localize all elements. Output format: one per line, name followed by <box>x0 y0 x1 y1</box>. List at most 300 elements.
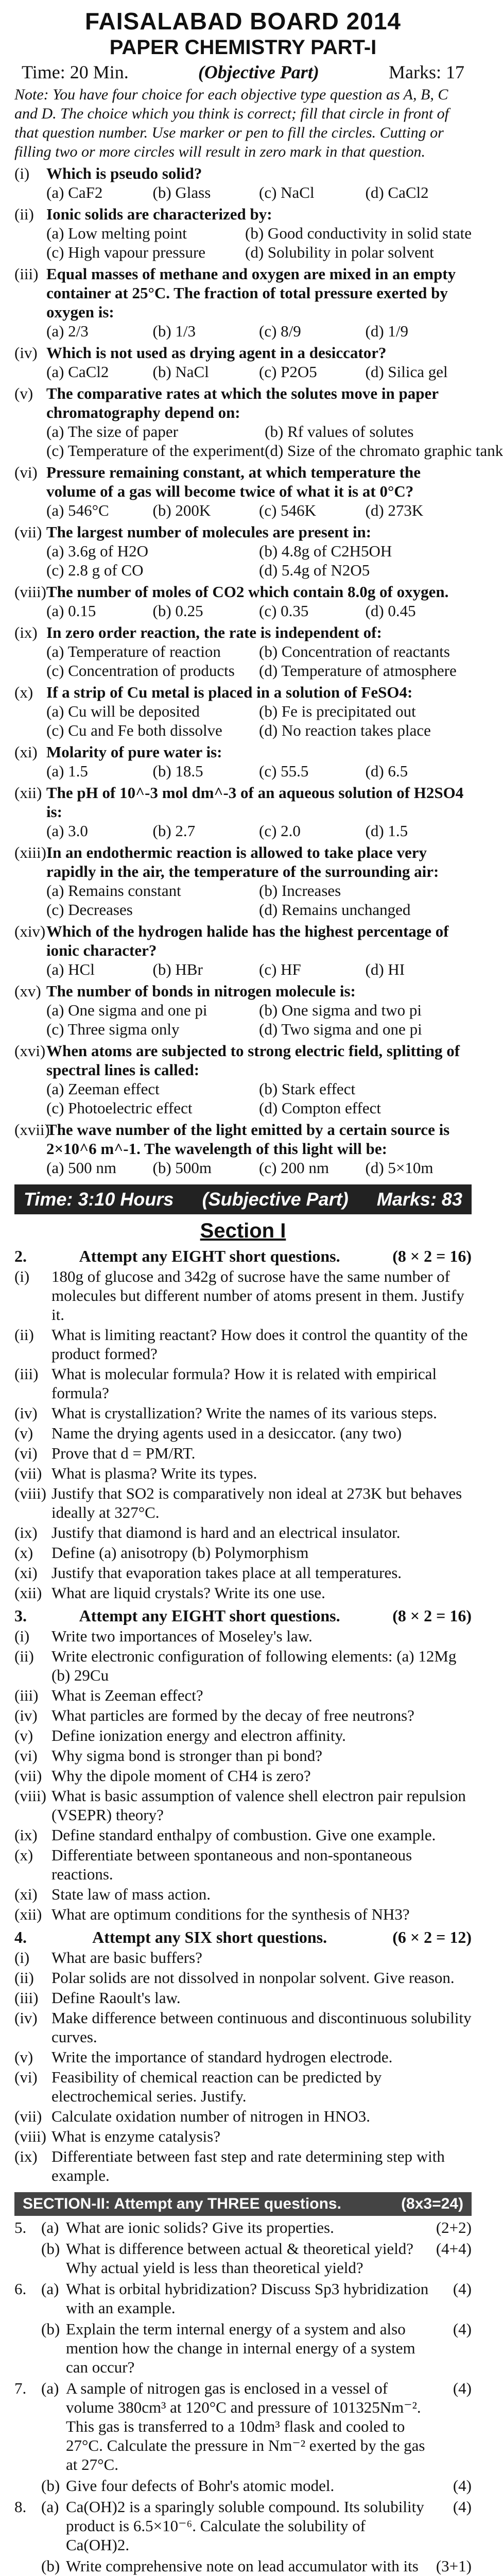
mcq-head <box>14 264 472 321</box>
mcq-option: (c) HF <box>259 960 301 978</box>
mcq-number: (ii) <box>14 205 34 223</box>
mcq-question: In zero order reaction, the rate is independent of: <box>46 623 382 641</box>
short-question <box>14 2047 472 2066</box>
mcq-option: (a) Zeeman effect <box>46 1080 160 1098</box>
mcq-option: (b) 2.7 <box>152 822 196 840</box>
mcq-question: Which is pseudo solid? <box>46 164 202 182</box>
short-question-number: (xii) <box>14 1584 42 1602</box>
short-question <box>14 1523 472 1542</box>
long-question-marks: (4) <box>453 2477 472 2495</box>
short-question-number: (ii) <box>14 1326 34 1344</box>
short-question-number: (vi) <box>14 2068 38 2086</box>
mcq-number: (i) <box>14 164 30 182</box>
mcq-item <box>14 783 472 840</box>
question-instruction: Attempt any EIGHT short questions. <box>79 1247 340 1265</box>
short-question-number: (vii) <box>14 1464 42 1482</box>
mcq-option: (d) 1/9 <box>365 322 409 340</box>
mcq-options <box>14 601 472 620</box>
question-marks: (8 × 2 = 16) <box>392 1606 472 1625</box>
mcq-question: The number of moles of CO2 which contain 8.0g of oxygen. <box>46 583 449 601</box>
short-question-number: (i) <box>14 1948 30 1967</box>
long-question-number <box>14 2476 41 2495</box>
long-question <box>14 2218 472 2237</box>
short-question-text: Define Raoult's law. <box>51 1989 181 2007</box>
mcq-number: (viii) <box>14 583 46 601</box>
short-question <box>14 1364 472 1402</box>
short-question-number: (ii) <box>14 1969 34 1987</box>
short-question-text: Make difference between continuous and discontinuous solubility curves. <box>51 2009 472 2046</box>
short-question <box>14 1968 472 1987</box>
mcq-option: (c) Temperature of the experiment <box>46 442 265 460</box>
short-question-number: (vii) <box>14 1767 42 1785</box>
mcq-item <box>14 843 472 919</box>
mcq-item <box>14 164 472 202</box>
long-question-part: (b) <box>41 2557 60 2575</box>
mcq-option: (d) 1.5 <box>365 822 408 840</box>
short-question-text: Write the importance of standard hydrogen electrode. <box>51 2048 393 2066</box>
short-question-text: Differentiate between fast step and rate determining step with example. <box>51 2147 445 2184</box>
mcq-option: (d) CaCl2 <box>365 183 429 201</box>
short-question <box>14 1423 472 1443</box>
mcq-item <box>14 981 472 1039</box>
short-question-number: (viii) <box>14 1484 46 1502</box>
long-question-marks: (3+1) <box>436 2557 472 2575</box>
mcq-option: (a) CaCl2 <box>46 363 109 381</box>
mcq-item <box>14 582 472 620</box>
short-question-text: State law of mass action. <box>51 1885 211 1903</box>
mcq-head <box>14 205 472 224</box>
short-question <box>14 1746 472 1765</box>
short-question-text: What is molecular formula? How it is related with empirical formula? <box>51 1365 437 1402</box>
long-question-marks: (4) <box>453 2280 472 2298</box>
mcq-question: The comparative rates at which the solutes move in paper chromatography depend on: <box>46 384 439 421</box>
mcq-question: Which is not used as drying agent in a desiccator? <box>46 344 387 362</box>
long-question-text: Write comprehensive note on lead accumulator with its <box>66 2557 419 2575</box>
mcq-options <box>14 1158 472 1177</box>
objective-meta <box>14 61 472 83</box>
long-question-part: (b) <box>41 2240 60 2258</box>
mcq-option: (a) Remains constant <box>46 882 181 900</box>
long-question <box>14 2319 472 2377</box>
long-question-text: Give four defects of Bohr's atomic model. <box>66 2477 335 2495</box>
mcq-option: (b) Good conductivity in solid state <box>245 224 472 242</box>
mcq-number: (xi) <box>14 743 38 761</box>
mcq-options <box>14 541 472 580</box>
short-question-number: (v) <box>14 2048 33 2066</box>
mcq-head <box>14 783 472 821</box>
short-question-text: 180g of glucose and 342g of sucrose have the same number of molecules but different number of atoms present in them. Justify it. <box>51 1267 464 1324</box>
short-question-text: Name the drying agents used in a desiccator. (any two) <box>51 1424 402 1442</box>
mcq-option: (d) 6.5 <box>365 762 408 780</box>
long-question-marks: (4) <box>453 2379 472 2397</box>
short-question-text: Prove that d = PM/RT. <box>51 1444 196 1462</box>
long-question-text: Ca(OH)2 is a sparingly soluble compound. Its solubility product is 6.5×10⁻⁶. Calculate the solubility of Ca(OH)2. <box>66 2498 424 2554</box>
mcq-options <box>14 761 472 781</box>
mcq-option: (a) 2/3 <box>46 322 89 340</box>
instructions-note: Note: You have four choice for each objective type question as A, B, C and D. The choice which you think is correct; fill that circle in front of that question number. Use marker or pen to fill the circles. Cutting or filling two or more circles will result in zero mark in that question. <box>14 86 449 160</box>
long-question <box>14 2556 472 2576</box>
mcq-head <box>14 742 472 761</box>
short-question-number: (vii) <box>14 2107 42 2125</box>
mcq-question: The pH of 10^-3 mol dm^-3 of an aqueous solution of H2SO4 is: <box>46 784 464 821</box>
short-question <box>14 1626 472 1646</box>
subjective-bar <box>14 1184 472 1214</box>
mcq-option: (b) 500m <box>152 1159 212 1177</box>
mcq-option: (c) 0.35 <box>259 602 309 620</box>
subjective-part: (Subjective Part) <box>202 1189 349 1210</box>
mcq-option: (d) Size of the chromato graphic tank <box>265 442 503 460</box>
long-question-part: (a) <box>41 2379 59 2397</box>
long-question <box>14 2497 472 2554</box>
short-question <box>14 1583 472 1602</box>
question-head: 2. <box>14 1247 27 1265</box>
mcq-option: (d) 5.4g of N2O5 <box>259 561 370 579</box>
mcq-option: (b) 1/3 <box>152 322 196 340</box>
short-question <box>14 2067 472 2106</box>
mcq-options <box>14 702 472 740</box>
short-question-number: (viii) <box>14 2127 46 2145</box>
mcq-option: (c) Photoelectric effect <box>46 1099 193 1117</box>
short-question-text: Justify that diamond is hard and an electrical insulator. <box>51 1523 401 1541</box>
short-question-text: What are optimum conditions for the synthesis of NH3? <box>51 1905 410 1923</box>
attempt-heading <box>14 1247 472 1266</box>
mcq-option: (b) 0.25 <box>152 602 203 620</box>
short-question-number: (x) <box>14 1846 33 1864</box>
long-question-text: Explain the term internal energy of a system and also mention how the change in internal energy of a system can occur? <box>66 2320 415 2376</box>
short-question-text: Feasibility of chemical reaction can be predicted by electrochemical series. Justify. <box>51 2068 382 2105</box>
short-question <box>14 1726 472 1745</box>
mcq-item <box>14 343 472 381</box>
mcq-option: (b) Increases <box>259 882 341 900</box>
mcq-option: (b) 200K <box>152 501 211 519</box>
short-question-number: (x) <box>14 1544 33 1562</box>
mcq-option: (d) No reaction takes place <box>259 721 431 739</box>
long-question-marks: (4) <box>453 2498 472 2516</box>
mcq-head <box>14 582 472 601</box>
mcq-question: The wave number of the light emitted by a certain source is 2×10^6 m^-1. The wavelength of this light will be: <box>46 1121 450 1158</box>
short-question-text: Calculate oxidation number of nitrogen in HNO3. <box>51 2107 371 2125</box>
mcq-head <box>14 1120 472 1158</box>
long-question-part: (a) <box>41 2280 59 2298</box>
mcq-number: (xiii) <box>14 843 46 861</box>
section-two-title: SECTION-II: Attempt any THREE questions. <box>23 2195 341 2212</box>
short-question <box>14 1563 472 1582</box>
mcq-option: (a) Cu will be deposited <box>46 702 200 720</box>
short-question-number: (iv) <box>14 2009 38 2027</box>
short-question <box>14 1267 472 1324</box>
mcq-number: (iv) <box>14 344 38 362</box>
mcq-option: (c) Three sigma only <box>46 1020 180 1038</box>
mcq-head <box>14 1041 472 1079</box>
mcq-number: (v) <box>14 384 33 402</box>
short-question <box>14 2008 472 2046</box>
attempt-heading <box>14 1928 472 1947</box>
short-question-text: What is crystallization? Write the names of its various steps. <box>51 1404 437 1422</box>
part-label: (Objective Part) <box>198 62 319 82</box>
long-question-part: (a) <box>41 2498 59 2516</box>
mcq-number: (xii) <box>14 784 42 802</box>
mcq-item <box>14 742 472 781</box>
short-question-text: What is plasma? Write its types. <box>51 1464 257 1482</box>
mcq-option: (a) Low melting point <box>46 224 187 242</box>
mcq-option: (b) Rf values of solutes <box>265 422 414 440</box>
long-question-number: 5. <box>14 2218 27 2236</box>
short-question <box>14 1766 472 1785</box>
short-question-number: (vi) <box>14 1444 38 1462</box>
mcq-item <box>14 922 472 979</box>
mcq-question: Ionic solids are characterized by: <box>46 205 272 223</box>
long-question-number <box>14 2319 41 2377</box>
mcq-number: (xvi) <box>14 1042 46 1060</box>
mcq-option: (a) 1.5 <box>46 762 88 780</box>
short-question <box>14 1706 472 1725</box>
long-question <box>14 2476 472 2495</box>
mcq-option: (c) 2.0 <box>259 822 301 840</box>
short-question <box>14 2147 472 2185</box>
subjective-time: Time: 3:10 Hours <box>24 1189 174 1210</box>
mcq-option: (b) NaCl <box>152 363 209 381</box>
mcq-option: (d) 0.45 <box>365 602 416 620</box>
mcq-number: (x) <box>14 683 33 701</box>
section-two-bar <box>14 2192 472 2216</box>
mcq-head <box>14 463 472 501</box>
short-question-text: Differentiate between spontaneous and non-spontaneous reactions. <box>51 1846 412 1883</box>
short-question-number: (ix) <box>14 1523 38 1541</box>
mcq-option: (c) NaCl <box>259 183 315 201</box>
short-question <box>14 1543 472 1562</box>
mcq-option: (d) HI <box>365 960 405 978</box>
short-question <box>14 1464 472 1483</box>
short-question-text: Justify that evaporation takes place at all temperatures. <box>51 1564 402 1582</box>
mcq-number: (xvii) <box>14 1121 50 1139</box>
mcq-question: Pressure remaining constant, at which temperature the volume of a gas will become twice of what it is at 0°C? <box>46 463 421 500</box>
mcq-head <box>14 843 472 881</box>
mcq-question: Equal masses of methane and oxygen are mixed in an empty container at 25°C. The fraction of total pressure exerted by oxygen is: <box>46 265 456 321</box>
short-question-number: (v) <box>14 1424 33 1442</box>
mcq-item <box>14 264 472 341</box>
long-question-text: A sample of nitrogen gas is enclosed in a vessel of volume 380cm³ at 120°C and pressure of 101325Nm⁻². This gas is transferred to a 10dm³ flask and cooled to 27°C. Calculate the pressure in Nm⁻² exerted by the gas at 27°C. <box>66 2379 425 2473</box>
short-question-number: (xi) <box>14 1564 38 1582</box>
mcq-option: (a) 546°C <box>46 501 109 519</box>
mcq-option: (b) One sigma and two pi <box>259 1001 422 1019</box>
short-question-text: What are basic buffers? <box>51 1948 202 1967</box>
mcq-item <box>14 463 472 520</box>
mcq-option: (d) Remains unchanged <box>259 901 411 919</box>
short-question <box>14 1905 472 1924</box>
long-question-number: 7. <box>14 2379 27 2397</box>
mcq-option: (a) 3.6g of H2O <box>46 542 149 560</box>
mcq-number: (iii) <box>14 265 39 283</box>
mcq-options <box>14 642 472 680</box>
short-question <box>14 1403 472 1422</box>
long-question <box>14 2239 472 2277</box>
short-question-number: (ix) <box>14 2147 38 2165</box>
mcq-item <box>14 1041 472 1117</box>
short-question-number: (iii) <box>14 1365 39 1383</box>
question-instruction: Attempt any SIX short questions. <box>92 1928 327 1946</box>
mcq-item <box>14 522 472 580</box>
short-question-text: Write two importances of Moseley's law. <box>51 1627 313 1645</box>
time-label: Time: 20 Min. <box>22 62 129 82</box>
mcq-head <box>14 164 472 183</box>
long-question-text: What is orbital hybridization? Discuss Sp3 hybridization with an example. <box>66 2280 429 2317</box>
mcq-question: The number of bonds in nitrogen molecule is: <box>46 982 356 1000</box>
short-question <box>14 1845 472 1884</box>
short-question <box>14 1686 472 1705</box>
long-question-number: 6. <box>14 2280 27 2298</box>
short-question <box>14 1786 472 1824</box>
mcq-option: (c) 200 nm <box>259 1159 329 1177</box>
mcq-question: Which of the hydrogen halide has the highest percentage of ionic character? <box>46 922 449 959</box>
short-question-number: (iii) <box>14 1989 39 2007</box>
short-question <box>14 1948 472 1967</box>
section-one-title: Section I <box>200 1219 286 1242</box>
long-question-part: (a) <box>41 2218 59 2236</box>
short-question-text: What particles are formed by the decay of free neutrons? <box>51 1706 414 1724</box>
short-question-text: Why sigma bond is stronger than pi bond? <box>51 1747 323 1765</box>
mcq-option: (c) 546K <box>259 501 317 519</box>
mcq-options <box>14 224 472 262</box>
mcq-option: (b) Concentration of reactants <box>259 642 450 660</box>
mcq-option: (b) Stark effect <box>259 1080 356 1098</box>
mcq-option: (c) 2.8 g of CO <box>46 561 144 579</box>
mcq-head <box>14 522 472 541</box>
short-question <box>14 1647 472 1685</box>
mcq-option: (d) Two sigma and one pi <box>259 1020 422 1038</box>
mcq-number: (ix) <box>14 623 38 641</box>
mcq-option: (c) Concentration of products <box>46 662 235 680</box>
short-question-text: Polar solids are not dissolved in nonpolar solvent. Give reason. <box>51 1969 455 1987</box>
mcq-options <box>14 1001 472 1039</box>
mcq-option: (a) One sigma and one pi <box>46 1001 207 1019</box>
short-question-number: (v) <box>14 1726 33 1744</box>
long-question-marks: (4) <box>453 2320 472 2338</box>
mcq-options <box>14 821 472 840</box>
long-question-number <box>14 2556 41 2576</box>
mcq-item <box>14 384 503 460</box>
short-question-number: (i) <box>14 1267 30 1285</box>
mcq-option: (a) Temperature of reaction <box>46 642 221 660</box>
short-question-text: What is Zeeman effect? <box>51 1686 203 1704</box>
mcq-number: (vi) <box>14 463 38 481</box>
short-question <box>14 2127 472 2146</box>
mcq-number: (xiv) <box>14 922 46 940</box>
long-question-text: What are ionic solids? Give its properties. <box>66 2218 334 2236</box>
mcq-head <box>14 384 472 422</box>
mcq-option: (a) HCl <box>46 960 95 978</box>
short-question-number: (iv) <box>14 1706 38 1724</box>
mcq-option: (d) Temperature of atmosphere <box>259 662 457 680</box>
short-question-text: What is limiting reactant? How does it control the quantity of the product formed? <box>51 1326 468 1363</box>
short-question <box>14 1885 472 1904</box>
mcq-item <box>14 623 472 680</box>
subjective-marks: Marks: 83 <box>376 1189 462 1210</box>
mcq-head <box>14 683 472 702</box>
mcq-number: (vii) <box>14 523 42 541</box>
section-two-questions <box>14 2218 472 2576</box>
mcq-head <box>14 623 472 642</box>
mcq-list <box>14 164 503 1177</box>
board-title: FAISALABAD BOARD 2014 <box>85 8 401 35</box>
mcq-option: (b) Glass <box>152 183 211 201</box>
section-two-marks: (8x3=24) <box>401 2195 463 2212</box>
long-question-part: (b) <box>41 2320 60 2338</box>
mcq-question: When atoms are subjected to strong electric field, splitting of spectral lines is called: <box>46 1042 460 1079</box>
mcq-question: The largest number of molecules are present in: <box>46 523 372 541</box>
question-marks: (8 × 2 = 16) <box>392 1247 472 1265</box>
mcq-options <box>14 321 472 341</box>
long-question <box>14 2279 472 2317</box>
mcq-option: (d) 5×10m <box>365 1159 433 1177</box>
short-question <box>14 1988 472 2007</box>
short-question-text: Justify that SO2 is comparatively non ideal at 273K but behaves ideally at 327°C. <box>51 1484 462 1521</box>
mcq-question: If a strip of Cu metal is placed in a solution of FeSO4: <box>46 683 413 701</box>
long-question-number <box>14 2239 41 2277</box>
mcq-option: (d) Solubility in polar solvent <box>245 243 434 261</box>
short-questions <box>14 1247 472 2185</box>
short-question-number: (viii) <box>14 1787 46 1805</box>
mcq-options <box>14 362 472 381</box>
mcq-option: (d) 273K <box>365 501 424 519</box>
short-question <box>14 1325 472 1363</box>
question-instruction: Attempt any EIGHT short questions. <box>79 1606 340 1625</box>
mcq-options <box>14 501 472 520</box>
mcq-question: Molarity of pure water is: <box>46 743 222 761</box>
short-question-text: Define (a) anisotropy (b) Polymorphism <box>51 1544 309 1562</box>
mcq-head <box>14 981 472 1001</box>
short-question-number: (iii) <box>14 1686 39 1704</box>
short-question <box>14 2107 472 2126</box>
short-question <box>14 1825 472 1844</box>
attempt-heading <box>14 1606 472 1625</box>
exam-paper <box>14 6 503 2576</box>
short-question-text: Why the dipole moment of CH4 is zero? <box>51 1767 311 1785</box>
mcq-options <box>14 1079 472 1117</box>
question-head: 3. <box>14 1606 27 1625</box>
short-question-number: (vi) <box>14 1747 38 1765</box>
mcq-option: (c) Decreases <box>46 901 133 919</box>
short-question-number: (ii) <box>14 1647 34 1665</box>
long-question-text: What is difference between actual & theoretical yield? Why actual yield is less than theoretical yield? <box>66 2240 414 2277</box>
mcq-option: (b) 4.8g of C2H5OH <box>259 542 392 560</box>
long-question-marks: (4+4) <box>436 2240 472 2258</box>
mcq-option: (a) 500 nm <box>46 1159 117 1177</box>
mcq-option: (a) The size of paper <box>46 422 178 440</box>
mcq-head <box>14 343 472 362</box>
short-question-text: What is enzyme catalysis? <box>51 2127 220 2145</box>
mcq-item <box>14 683 472 740</box>
short-question-number: (iv) <box>14 1404 38 1422</box>
long-question-part: (b) <box>41 2477 60 2495</box>
long-question <box>14 2379 472 2474</box>
short-question-text: Write electronic configuration of following elements: (a) 12Mg (b) 29Cu <box>51 1647 457 1684</box>
short-question-number: (ix) <box>14 1826 38 1844</box>
short-question-number: (xii) <box>14 1905 42 1923</box>
short-question-text: Define standard enthalpy of combustion. Give one example. <box>51 1826 436 1844</box>
mcq-question: In an endothermic reaction is allowed to take place very rapidly in the air, the temperature of the surrounding air: <box>46 843 439 880</box>
short-question-text: Define ionization energy and electron affinity. <box>51 1726 346 1744</box>
mcq-options <box>14 881 472 919</box>
mcq-option: (b) 18.5 <box>152 762 203 780</box>
question-head: 4. <box>14 1928 27 1946</box>
mcq-option: (a) 0.15 <box>46 602 96 620</box>
short-question <box>14 1444 472 1463</box>
mcq-number: (xv) <box>14 982 41 1000</box>
mcq-option: (d) Compton effect <box>259 1099 381 1117</box>
mcq-option: (c) 8/9 <box>259 322 301 340</box>
mcq-options <box>14 422 503 460</box>
mcq-options <box>14 183 472 202</box>
